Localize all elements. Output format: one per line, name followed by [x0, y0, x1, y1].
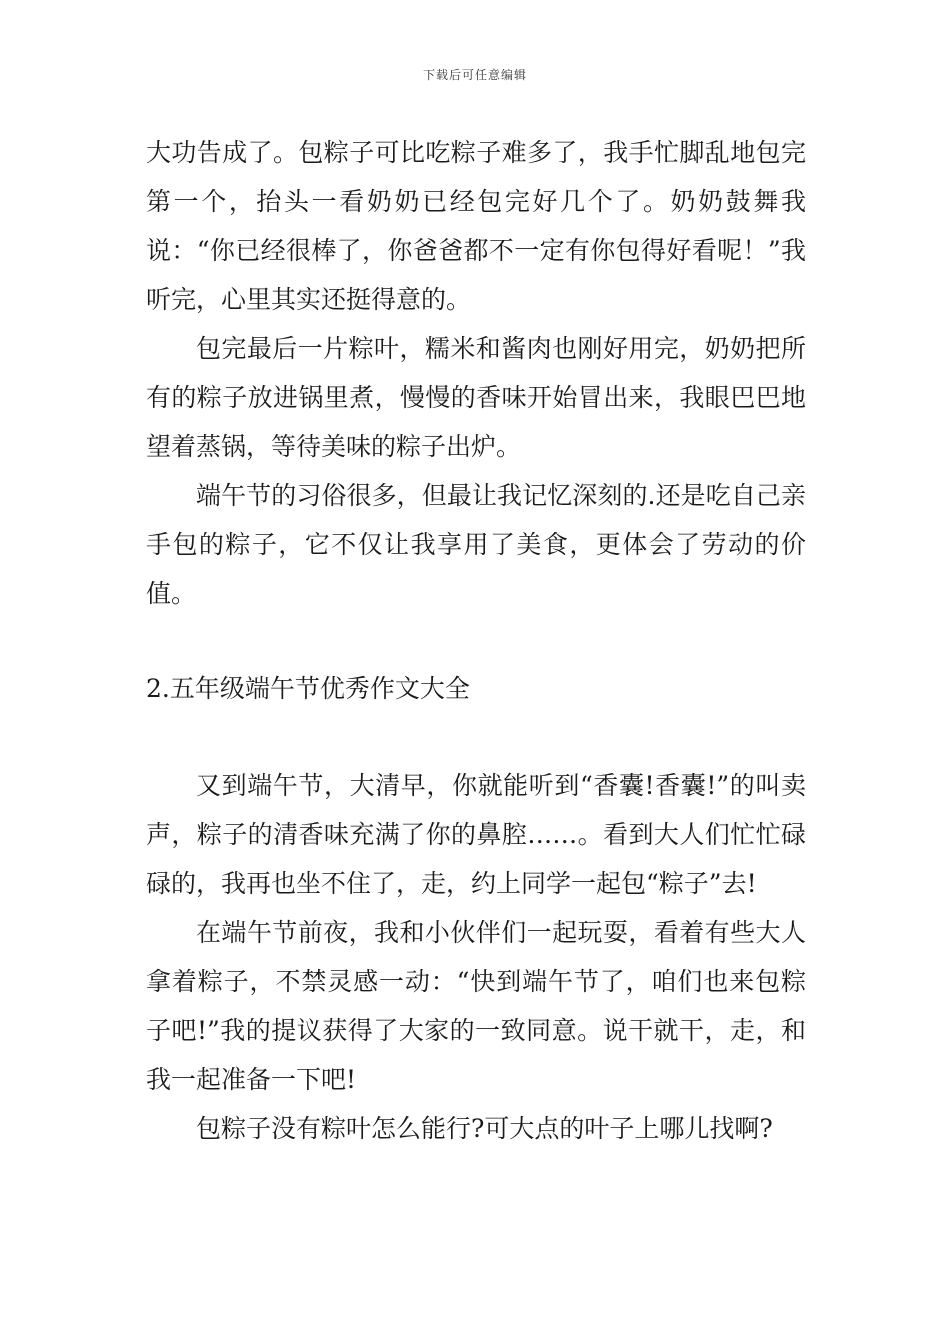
page-header: 下载后可任意编辑: [422, 68, 527, 82]
paragraph: 端午节的习俗很多，但最让我记忆深刻的.还是吃自己亲手包的粽子，它不仅让我享用了美食，更体会了劳动的价值。: [146, 481, 806, 608]
paragraph: 在端午节前夜，我和小伙伴们一起玩耍，看着有些大人拿着粽子，不禁灵感一动：“快到端午节了，咱们也来包粽子吧!”我的提议获得了大家的一致同意。说干就干，走，和我一起准备一下吧!: [146, 918, 806, 1094]
spacer: [146, 713, 806, 761]
paragraph: 又到端午节，大清早，你就能听到“香囊!香囊!”的叫卖声，粽子的清香味充满了你的鼻腔……。看到大人们忙忙碌碌的，我再也坐不住了，走，约上同学一起包“粽子”去!: [146, 771, 806, 898]
section-heading: 2.五年级端午节优秀作文大全: [146, 674, 470, 703]
paragraph: 包粽子没有粽叶怎么能行?可大点的叶子上哪儿找啊?: [196, 1114, 773, 1143]
paragraph: 大功告成了。包粽子可比吃粽子难多了，我手忙脚乱地包完第一个，抬头一看奶奶已经包完好几个了。奶奶鼓舞我说：“你已经很棒了，你爸爸都不一定有你包得好看呢！”我听完，心里其实还挺得意的。: [146, 138, 806, 314]
paragraph: 包完最后一片粽叶，糯米和酱肉也刚好用完，奶奶把所有的粽子放进锅里煮，慢慢的香味开始冒出来，我眼巴巴地望着蒸锅，等待美味的粽子出炉。: [146, 334, 806, 461]
document-body: [146, 128, 806, 1153]
